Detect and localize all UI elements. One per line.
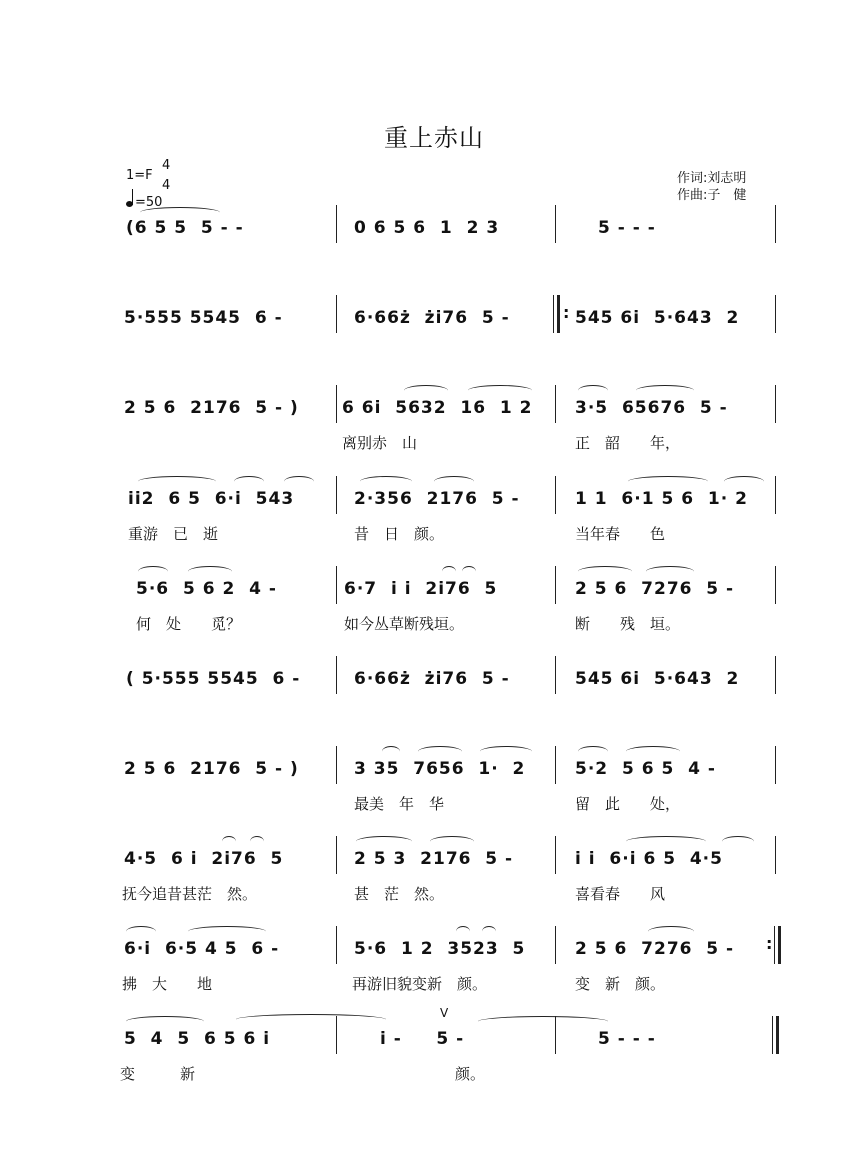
lyricist-credit: 作词:刘志明 <box>677 171 747 186</box>
barline <box>555 205 556 243</box>
slur-arc <box>434 476 474 487</box>
measure-notes: 2 5 6 2176 5 - ) <box>124 759 299 779</box>
measure-notes: 2 5 6 7276 5 - <box>575 579 735 599</box>
barline <box>555 476 556 514</box>
lyric-line: 重游 已 逝 <box>128 525 219 543</box>
measure-notes: 6·7 i i 2i76 5 <box>344 579 498 599</box>
slur-arc <box>578 566 632 577</box>
lyric-line: 断 残 垣。 <box>575 615 681 633</box>
slur-arc <box>578 385 608 396</box>
repeat-barline <box>778 926 781 964</box>
lyric-line: 留 此 处， <box>575 795 681 813</box>
final-barline <box>776 1016 779 1054</box>
slur-arc <box>236 1014 386 1025</box>
barline <box>775 566 776 604</box>
measure-notes: 545 6i 5·643 2 <box>575 669 740 689</box>
slur-arc <box>222 836 236 847</box>
barline <box>336 566 337 604</box>
measure-notes: 4·5 6 i 2i76 5 <box>124 849 284 869</box>
repeat-dots: : <box>766 934 773 953</box>
measure-notes: 5·555 5545 6 - <box>124 308 283 328</box>
repeat-dots: : <box>563 303 570 322</box>
slur-arc <box>626 746 680 757</box>
barline <box>775 656 776 694</box>
measure-notes: 545 6i 5·643 2 <box>575 308 740 328</box>
score-title: 重上赤山 <box>384 124 484 152</box>
barline <box>555 836 556 874</box>
slur-arc <box>430 836 474 847</box>
staff-system <box>0 1006 868 1116</box>
tempo-value: =50 <box>135 195 163 210</box>
slur-arc <box>628 476 708 487</box>
slur-arc <box>234 476 264 487</box>
lyric-line: 离别赤 山 <box>342 434 418 452</box>
slur-arc <box>578 746 608 757</box>
barline <box>555 926 556 964</box>
barline <box>774 926 775 964</box>
barline <box>336 295 337 333</box>
measure-notes: i i 6·i 6 5 4·5 <box>575 849 723 869</box>
measure-notes: 5 4 5 6 5 6 i <box>124 1029 271 1049</box>
measure-notes: 3·5 65676 5 - <box>575 398 728 418</box>
slur-arc <box>626 836 706 847</box>
measure-notes: ( 5·555 5545 6 - <box>126 669 301 689</box>
measure-notes: 2 5 6 7276 5 - <box>575 939 735 959</box>
measure-notes: 5 - - - <box>598 218 656 238</box>
measure-notes: (6 5 5 5 - - <box>126 218 244 238</box>
measure-notes: 0 6 5 6 1 2 3 <box>354 218 500 238</box>
barline <box>555 385 556 423</box>
lyric-line: 变 新 颜。 <box>575 975 666 993</box>
barline <box>775 295 776 333</box>
barline <box>336 926 337 964</box>
lyric-line: 喜看春 风 <box>575 885 666 903</box>
slur-arc <box>648 926 694 937</box>
slur-arc <box>636 385 694 396</box>
measure-notes: 3 35 7656 1· 2 <box>354 759 526 779</box>
staff-system <box>0 666 868 756</box>
barline <box>555 656 556 694</box>
lyric-line: 最美 年 华 <box>354 795 445 813</box>
barline <box>336 836 337 874</box>
measure-notes: 6 6i 5632 16 1 2 <box>342 398 533 418</box>
slur-arc <box>404 385 448 396</box>
measure-notes: 2 5 6 2176 5 - ) <box>124 398 299 418</box>
measure-notes: i - 5 - <box>380 1029 465 1049</box>
slur-arc <box>250 836 264 847</box>
lyric-line: 颜。 <box>380 1065 486 1083</box>
lyric-line: 变 新 <box>120 1065 196 1083</box>
slur-arc <box>724 476 764 487</box>
slur-arc <box>418 746 462 757</box>
barline <box>775 476 776 514</box>
barline <box>336 656 337 694</box>
slur-arc <box>188 926 266 937</box>
lyric-line: 再游旧貌变新 颜。 <box>352 975 488 993</box>
measure-notes: 2·356 2176 5 - <box>354 489 520 509</box>
lyric-line: 拂 大 地 <box>122 975 213 993</box>
barline <box>553 295 554 333</box>
time-signature-bottom: 4 <box>162 178 171 193</box>
measure-notes: 6·66ż żi76 5 - <box>354 308 510 328</box>
barline <box>336 746 337 784</box>
staff-system <box>0 846 868 936</box>
time-signature-top: 4 <box>162 158 171 173</box>
slur-arc <box>480 746 532 757</box>
lyric-line: 正 韶 年， <box>575 434 681 452</box>
barline <box>775 836 776 874</box>
staff-system <box>0 936 868 1026</box>
slur-arc <box>356 836 412 847</box>
slur-arc <box>482 926 496 937</box>
measure-notes: 5·6 5 6 2 4 - <box>136 579 277 599</box>
measure-notes: 5 - - - <box>598 1029 656 1049</box>
barline <box>336 476 337 514</box>
measure-notes: 2 5 3 2176 5 - <box>354 849 514 869</box>
slur-arc <box>456 926 470 937</box>
key-signature: 1=F <box>126 168 153 183</box>
barline <box>555 746 556 784</box>
quarter-note-icon <box>126 201 133 207</box>
measure-notes: 6·i 6·5 4 5 6 - <box>124 939 280 959</box>
slur-arc <box>360 476 412 487</box>
barline <box>336 205 337 243</box>
lyric-line: 抚今追昔甚茫 然。 <box>122 885 258 903</box>
measure-notes: 5·2 5 6 5 4 - <box>575 759 716 779</box>
slur-arc <box>188 566 232 577</box>
lyric-line: 何 处 觅？ <box>136 615 242 633</box>
slur-arc <box>478 1016 608 1027</box>
slur-arc <box>646 566 694 577</box>
breath-mark: V <box>440 1006 449 1020</box>
measure-notes: 5·6 1 2 3523 5 <box>354 939 526 959</box>
staff-system <box>0 305 868 395</box>
slur-arc <box>442 566 456 577</box>
lyric-line: 当年春 色 <box>575 525 666 543</box>
measure-notes: 6·66ż żi76 5 - <box>354 669 510 689</box>
staff-system <box>0 395 868 485</box>
slur-arc <box>382 746 400 757</box>
slur-arc <box>468 385 532 396</box>
slur-arc <box>722 836 754 847</box>
lyric-line: 昔 日 颜。 <box>354 525 445 543</box>
staff-system <box>0 215 868 305</box>
slur-arc <box>462 566 476 577</box>
composer-credit: 作曲:子 健 <box>677 188 747 203</box>
slur-arc <box>138 476 216 487</box>
measure-notes: 1 1 6·1 5 6 1· 2 <box>575 489 748 509</box>
slur-arc <box>138 566 168 577</box>
lyric-line: 甚 茫 然。 <box>354 885 445 903</box>
lyric-line: 如今丛草断残垣。 <box>344 615 465 633</box>
repeat-barline <box>557 295 560 333</box>
staff-system <box>0 756 868 846</box>
measure-notes: ii2 6 5 6·i 543 <box>128 489 295 509</box>
slur-arc <box>140 207 220 218</box>
barline <box>775 746 776 784</box>
barline <box>772 1016 773 1054</box>
staff-system <box>0 486 868 576</box>
barline <box>336 385 337 423</box>
slur-arc <box>126 926 156 937</box>
barline <box>775 205 776 243</box>
barline <box>555 566 556 604</box>
slur-arc <box>126 1016 204 1027</box>
staff-system <box>0 576 868 666</box>
barline <box>775 385 776 423</box>
slur-arc <box>284 476 314 487</box>
